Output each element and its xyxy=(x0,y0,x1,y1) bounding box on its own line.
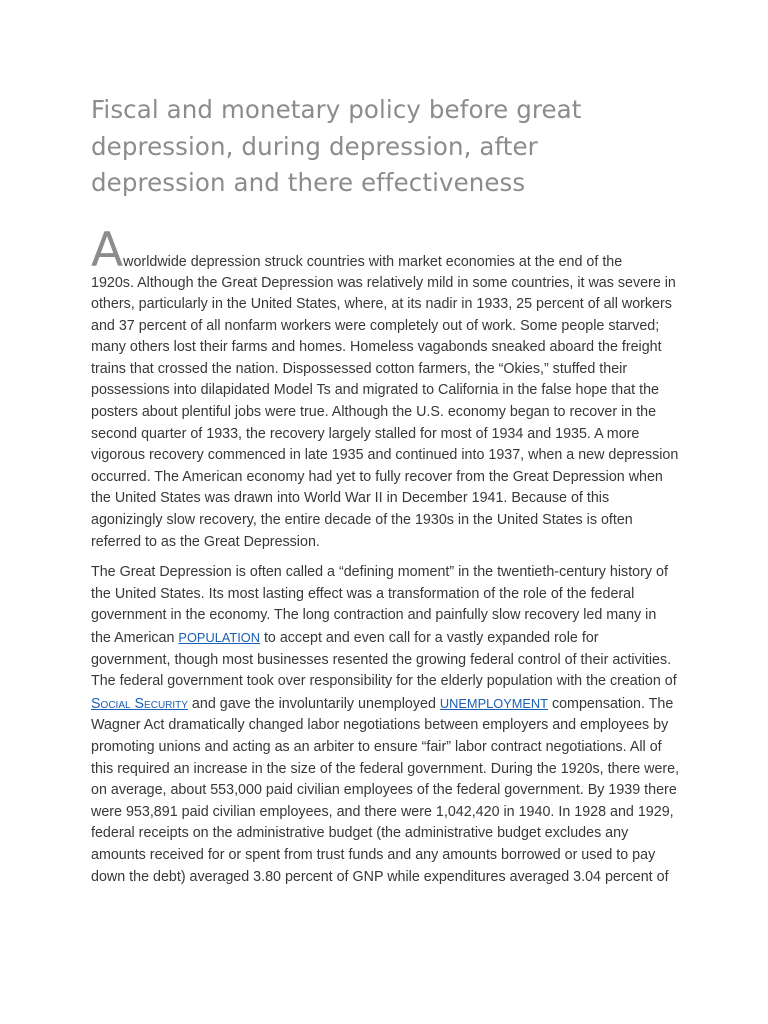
social-security-link[interactable]: Social Security xyxy=(91,695,188,712)
drop-cap: A xyxy=(91,222,124,278)
paragraph-2-text-3: and gave the involuntarily unemployed xyxy=(187,695,440,712)
population-link[interactable]: POPULATION xyxy=(178,630,260,645)
paragraph-2-text-2: to accept and even call for a vastly expanded role for government, though most businesses resented the growing federal control of their activities. The federal government took over responsibility for the elderly population with the creation of xyxy=(91,630,677,690)
paragraph-2-text-4: compensation. The Wagner Act dramatically changed labor negotiations between employers and employees by promoting unions and acting as an arbiter to ensure “fair” labor contract negotiations. All of this required an increase in the size of the federal government. During the 1920s, there were, on average, about 553,000 paid civilian employees of the federal government. By 1939 there were 953,891 paid civilian employees, and there were 1,042,420 in 1940. In 1928 and 1929, federal receipts on the administrative budget (the administrative budget excludes any amounts received for or spent from trust funds and any amounts borrowed or used to pay down the debt) averaged 3.80 percent of GNP while expenditures averaged 3.04 percent of xyxy=(91,695,680,885)
document-title: Fiscal and monetary policy before great depression, during depression, after depression and there effectiveness xyxy=(91,95,582,197)
document-body xyxy=(91,222,680,889)
unemployment-link[interactable]: UNEMPLOYMENT xyxy=(439,695,548,711)
paragraph-1-first-line xyxy=(91,222,680,278)
paragraph-2 xyxy=(91,562,680,888)
paragraph-2-text-1: The Great Depression is often called a “defining moment” in the twentieth-century history of the United States. Its most lasting effect was a transformation of the role of the federal government in the economy. The long contraction and painfully slow recovery led many in the American xyxy=(91,564,668,646)
first-line-text: worldwide depression struck countries with market economies at the end of the xyxy=(123,253,623,270)
paragraph-1: 1920s. Although the Great Depression was relatively mild in some countries, it was severe in others, particularly in the United States, where, at its nadir in 1933, 25 percent of all workers and 37 percent of all nonfarm workers were completely out of work. Some people starved; many others lost their farms and homes. Homeless vagabonds sneaked aboard the freight trains that crossed the nation. Dispossessed cotton farmers, the “Okies,” stuffed their possessions into dilapidated Model Ts and migrated to California in the false hope that the posters about plentiful jobs were true. Although the U.S. economy began to recover in the second quarter of 1933, the recovery largely stalled for most of 1934 and 1935. A more vigorous recovery commenced in late 1935 and continued into 1937, when a new depression occurred. The American economy had yet to fully recover from the Great Depression when the United States was drawn into World War II in December 1941. Because of this agonizingly slow recovery, the entire decade of the 1930s in the United States is often referred to as the Great Depression. xyxy=(91,274,679,550)
